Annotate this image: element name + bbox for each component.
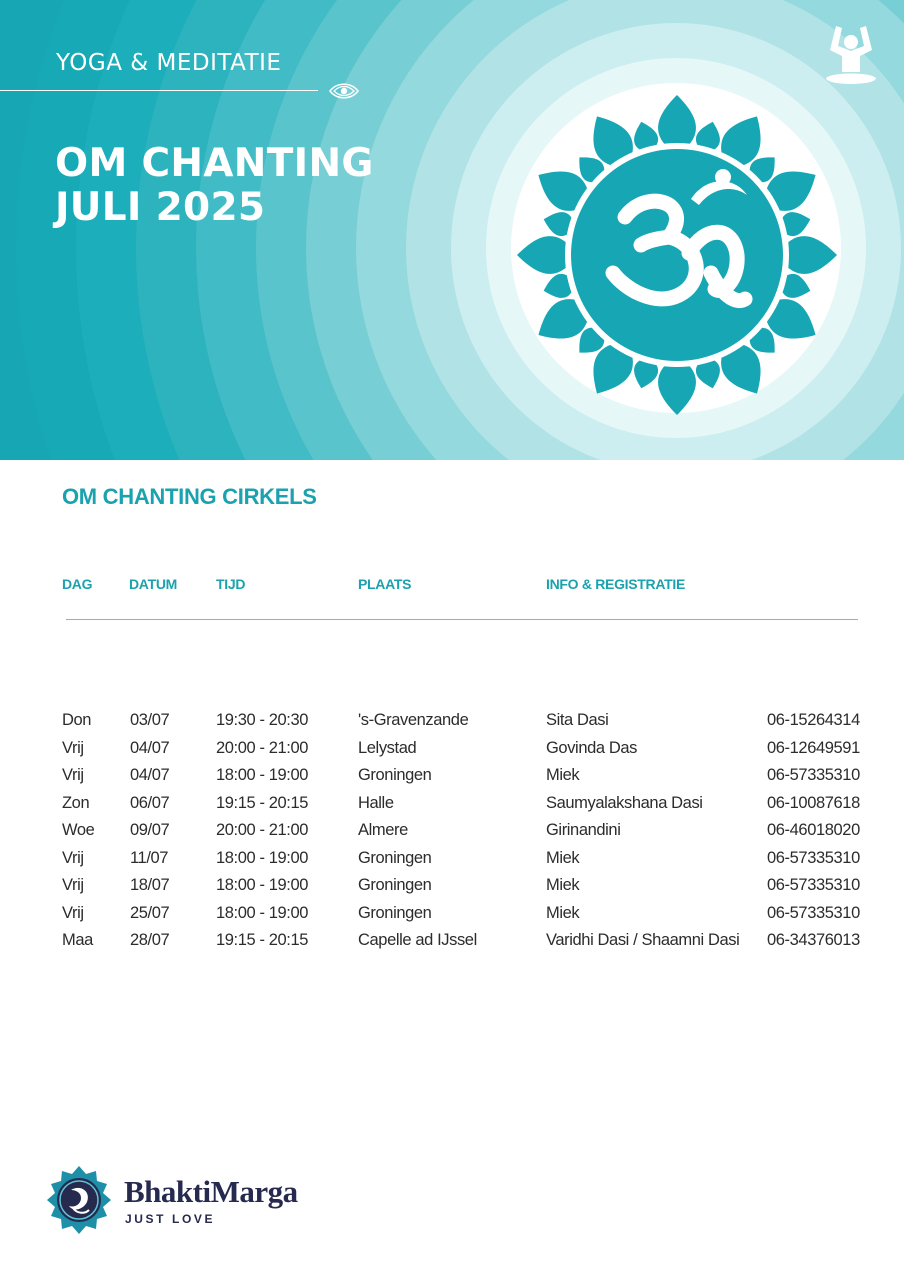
column-header-date: DATUM [129,576,178,592]
cell-day: Vrij [62,848,84,867]
cell-time: 20:00 - 21:00 [216,738,309,757]
cell-time: 19:30 - 20:30 [216,711,309,729]
brand-tagline: JUST LOVE [125,1212,216,1226]
divider-line [0,90,318,91]
cell-day: Vrij [62,738,84,757]
title-line-2: JULI 2025 [55,185,266,230]
cell-date: 06/07 [130,793,170,812]
title-line-1: OM CHANTING [55,141,374,186]
om-lotus-emblem [512,90,842,420]
eye-icon [328,80,360,102]
column-header-info: INFO & REGISTRATIE [546,576,686,592]
cell-date: 09/07 [130,821,170,839]
cell-place: Groningen [358,848,432,867]
cell-day: Vrij [62,876,84,894]
table-row [0,766,904,792]
table-row [0,739,904,765]
cell-phone: 06-57335310 [767,876,860,894]
cell-place: 's-Gravenzande [358,711,469,729]
cell-time: 18:00 - 19:00 [216,903,309,922]
cell-phone: 06-57335310 [767,903,860,922]
header-banner [0,0,904,460]
table-row [0,876,904,902]
cell-contact: Miek [546,848,580,867]
cell-day: Vrij [62,766,84,784]
table-row [0,821,904,847]
cell-place: Groningen [358,876,432,894]
cell-date: 04/07 [130,766,170,784]
cell-place: Groningen [358,766,432,784]
table-row [0,794,904,820]
column-header-day: DAG [62,576,93,592]
cell-time: 19:15 - 20:15 [216,793,309,812]
cell-phone: 06-10087618 [767,793,860,812]
section-title: OM CHANTING CIRKELS [62,484,317,509]
cell-day: Maa [62,931,93,949]
cell-contact: Miek [546,766,580,784]
page-title [55,142,374,230]
bhakti-marga-logo [44,1165,114,1235]
cell-contact: Miek [546,876,580,894]
cell-phone: 06-57335310 [767,766,860,784]
cell-contact: Saumyalakshana Dasi [546,793,703,812]
cell-phone: 06-46018020 [767,821,860,839]
cell-date: 04/07 [130,738,170,757]
cell-phone: 06-12649591 [767,738,860,757]
cell-time: 20:00 - 21:00 [216,821,309,839]
cell-time: 18:00 - 19:00 [216,766,309,784]
category-label: YOGA & MEDITATIE [56,50,282,76]
cell-date: 28/07 [130,931,170,949]
column-header-place: PLAATS [358,576,412,592]
table-row [0,711,904,737]
cell-contact: Varidhi Dasi / Shaamni Dasi [546,931,740,949]
cell-time: 18:00 - 19:00 [216,876,309,894]
cell-contact: Sita Dasi [546,711,609,729]
cell-place: Groningen [358,903,432,922]
yoga-pose-icon [822,20,880,92]
cell-phone: 06-57335310 [767,848,860,867]
cell-place: Almere [358,821,408,839]
column-header-time: TIJD [216,576,246,592]
cell-day: Don [62,711,92,729]
cell-phone: 06-34376013 [767,931,860,949]
cell-phone: 06-15264314 [767,711,860,729]
table-row [0,904,904,930]
brand-name: BhaktiMarga [124,1174,298,1209]
cell-date: 03/07 [130,711,170,729]
cell-time: 18:00 - 19:00 [216,848,309,867]
cell-place: Capelle ad IJssel [358,931,477,949]
table-header-rule [66,619,858,620]
cell-contact: Girinandini [546,821,621,839]
cell-contact: Govinda Das [546,738,637,757]
cell-place: Lelystad [358,738,417,757]
cell-time: 19:15 - 20:15 [216,931,309,949]
cell-date: 18/07 [130,876,170,894]
cell-date: 11/07 [130,848,169,867]
cell-contact: Miek [546,903,580,922]
cell-date: 25/07 [130,903,170,922]
table-row [0,849,904,875]
cell-day: Vrij [62,903,84,922]
cell-place: Halle [358,793,394,812]
cell-day: Woe [62,821,95,839]
table-row [0,931,904,957]
cell-day: Zon [62,793,90,812]
